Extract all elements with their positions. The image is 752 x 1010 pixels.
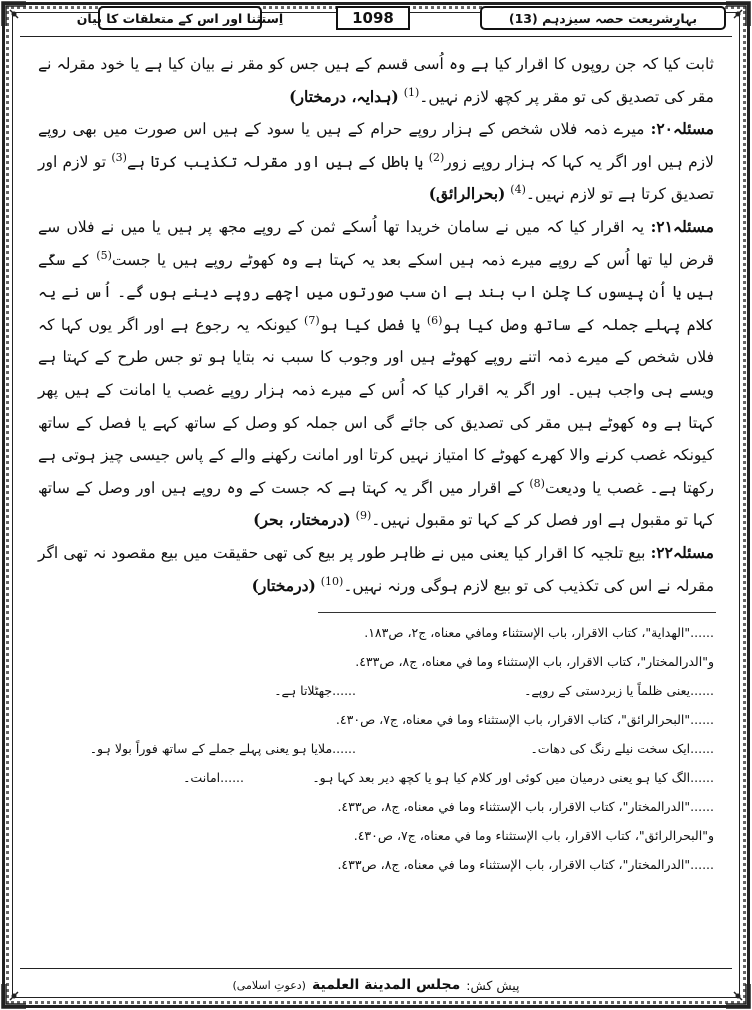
source-citation: (درمختار) [251,575,316,595]
main-text [38,48,714,602]
source-citation: (بحرالرائق) [428,184,506,204]
paragraph-1: ثابت کیا کہ جن روپوں کا اقرار کیا ہے وہ اُسی قسم کے ہیں جس کو مقر نے بیان کیا ہے یا خود مقرلہ نے مقر کی تصدیق کی تو مقر پر کچھ لازم نہیں۔$^{(1)}$ (ہدایہ، درمختار) [38,55,714,106]
footnote-ref: (3) [111,150,127,164]
masla-label: مسئلہ۲۲: [650,542,714,562]
footnote-1: ......"الهداية"، كتاب الاقرار، باب الإستثناء ومافي معناه، ج٢، ص١٨٣. [364,625,714,640]
footnote-1-continued: و"الدرالمختار"، كتاب الاقرار، باب الإستثناء وما في معناه، ج٨، ص٤٣٣. [355,654,714,669]
source-citation: (درمختار، بحر) [253,510,351,530]
source-citation: (ہدایہ، درمختار) [289,86,399,106]
footnote-ref: (1) [403,85,420,99]
footnote-4: ......"البحرالرائق"، كتاب الاقرار، باب الإستثناء وما في معناه، ج٧، ص٤٣٠. [335,712,714,727]
page-header [20,4,732,34]
footnotes [38,618,714,879]
page-number: 1098 [336,6,410,30]
header-rule [20,36,732,37]
footnote-6: ......ملایا ہو یعنی پہلے جملے کے ساتھ فوراً بولا ہو۔ [89,741,356,756]
footnote-2: ......یعنی ظلماً یا زبردستی کے روپے۔ [524,683,714,698]
publisher-name: مجلس المدينة العلمية [311,977,461,993]
publisher-subtitle: (دعوتِ اسلامی) [232,978,306,992]
footnote-ref: (8) [529,476,545,490]
footnote-3: ......جھٹلاتا ہے۔ [274,683,356,698]
masla-20: مسئلہ۲۰: میرے ذمہ فلاں شخص کے ہزار روپے حرام کے ہیں یا سود کے ہیں اس صورت میں بھی روپے لازم ہیں اور اگر یہ کہا کہ ہزار روپے زور$^{(2)}$ یا باطل کے ہیں اور مقرلہ تکذیب کرتا ہے$^{(3)}$ تو لازم اور تصدیق کرتا ہے تو لازم نہیں۔$^{(4)}$ (بحرالرائق) [38,119,714,204]
footnote-9-continued: و"البحرالرائق"، كتاب الاقرار، باب الإستثناء وما في معناه، ج٧، ص٤٣٠. [353,828,714,843]
footnote-7-8 [38,763,714,792]
footnote-ref: (2) [428,150,445,164]
footnote-5: ......ایک سخت نیلے رنگ کی دھات۔ [530,741,714,756]
footnote-8: ......امانت۔ [183,770,244,785]
footnote-ref: (4) [510,183,526,197]
masla-label: مسئلہ۲۰: [650,119,714,139]
footnote-ref: (9) [355,509,372,523]
footnote-10: ......"الدرالمختار"، كتاب الاقرار، باب الإستثناء وما في معناه، ج٨، ص٤٣٣. [337,857,714,872]
book-title: بہارِشریعت حصہ سیزدہم (13) [480,6,726,30]
footnote-separator [318,612,716,613]
footnote-7: ......الگ کیا ہو یعنی درمیان میں کوئی اور کلام کیا ہو یا کچھ دیر بعد کہا ہو۔ [312,770,714,785]
footnote-2-3 [38,676,714,705]
footnote-9: ......"الدرالمختار"، كتاب الاقرار، باب الإستثناء وما في معناه، ج٨، ص٤٣٣. [337,799,714,814]
page-footer [0,972,752,998]
footnote-ref: (10) [320,574,344,588]
footnote-ref: (5) [96,248,112,262]
chapter-title: اِستثنا اور اس کے متعلقات کا بیان [98,6,262,30]
footnote-ref: (7) [304,313,320,327]
footnote-ref: (6) [426,313,443,327]
masla-label: مسئلہ۲۱: [650,216,714,236]
footnote-5-6 [38,734,714,763]
presented-by-label: پیش کش: [466,977,520,993]
masla-21: مسئلہ۲۱: یہ اقرار کیا کہ میں نے سامان خریدا تھا اُسکے ثمن کے روپے مجھ پر ہیں یا میں نے فلاں سے قرض لیا تھا اُس کے روپے میرے ذمہ ہیں اسکے بعد یہ کہتا ہے وہ کھوٹے روپے ہیں یا جست$^{(5)}$ کے سکّے ہیں یا اُن پیسوں کا چلن اب بند ہے ان سب صورتوں میں اچھے روپے دینے ہوں گے۔ اُس نے یہ کلام پہلے جملہ کے ساتھ وصل کیا ہو$^{(6)}$ یا فصل کیا ہو$^{(7)}$ کیونکہ یہ رجوع ہے اور اگر یوں کہا کہ فلاں شخص کے میرے ذمہ اتنے روپے کھوٹے ہیں اور وجوب کا سبب نہ بتایا ہو تو جس طرح کے کہتا ہے ویسے ہی واجب ہیں۔ اور اگر یہ اقرار کیا کہ اُس کے میرے ذمہ ہزار روپے غصب یا امانت کے ہیں پھر کہتا ہے وہ کھوٹے ہیں مقر کی تصدیق کی جائے گی اس جملہ کو وصل کے ساتھ کہے یا فصل کے ساتھ کیونکہ غصب کرنے والا کھرے کھوٹے کا امتیاز نہیں کرتا اور امانت رکھنے والے کے پاس جیسی چیز ہوتی ہے رکھتا ہے۔ غصب یا ودیعت$^{(8)}$ کے اقرار میں اگر یہ کہتا ہے کہ جست کے وہ روپے ہیں اور وصل کے ساتھ کہا تو مقبول ہے اور فصل کر کے کہا تو مقبول نہیں۔$^{(9)}$ (درمختار، بحر) [38,216,714,530]
footer-rule [20,968,732,969]
masla-22: مسئلہ۲۲: بیع تلجیہ کا اقرار کیا یعنی میں نے ظاہر طور پر بیع کی تھی حقیقت میں بیع مقصود نہ تھی اگر مقرلہ نے اس کی تکذیب کی تو بیع لازم ہوگی ورنہ نہیں۔$^{(10)}$ (درمختار) [38,542,714,595]
